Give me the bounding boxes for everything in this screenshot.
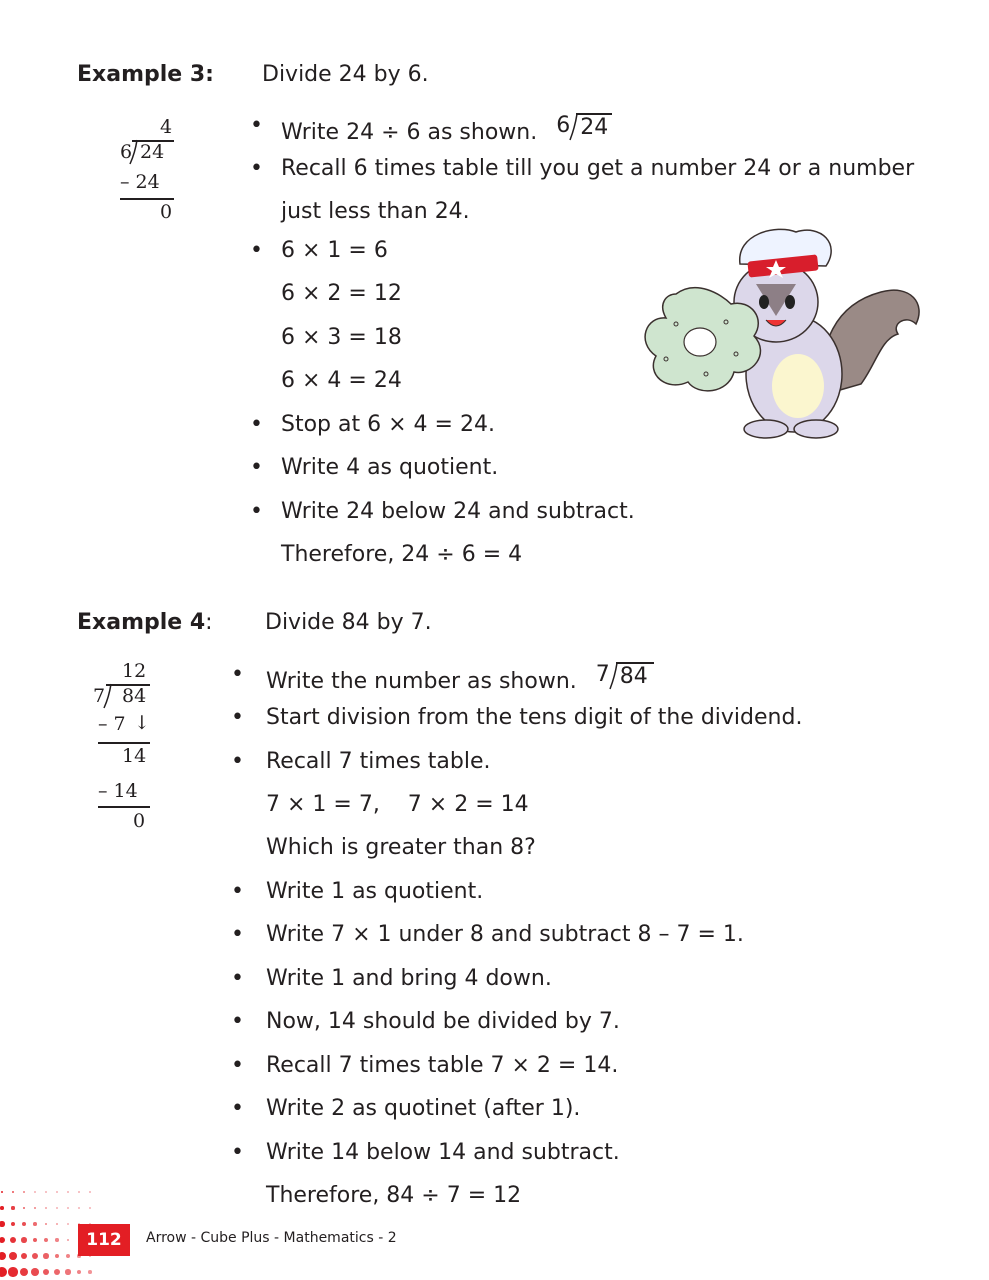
footer-dot bbox=[11, 1222, 16, 1227]
footer-dot bbox=[0, 1237, 5, 1244]
bullet-dot: • bbox=[231, 922, 244, 947]
footer-dot bbox=[54, 1269, 60, 1275]
ex3-inline-bracket bbox=[569, 113, 579, 141]
example-3-task: Divide 24 by 6. bbox=[262, 62, 429, 87]
ex3-step-1 bbox=[281, 113, 616, 145]
bullet-dot: • bbox=[250, 412, 263, 437]
ld4-quotient: 12 bbox=[122, 660, 147, 682]
footer-dot bbox=[11, 1206, 14, 1209]
ex3-step-4: Stop at 6 × 4 = 24. bbox=[281, 412, 495, 437]
footer-dot bbox=[34, 1191, 36, 1193]
book-title: Arrow - Cube Plus - Mathematics - 2 bbox=[146, 1230, 397, 1246]
ex4-step-1 bbox=[266, 662, 658, 694]
bullet-dot: • bbox=[250, 113, 263, 138]
footer-dot bbox=[43, 1253, 48, 1258]
ld4-mid: 14 bbox=[122, 745, 147, 767]
ld3-remainder: 0 bbox=[160, 201, 173, 223]
footer-dot bbox=[67, 1223, 69, 1225]
footer-dot bbox=[9, 1252, 17, 1260]
footer-dot bbox=[78, 1191, 80, 1193]
ex3-inline-division bbox=[556, 113, 616, 139]
ex3-step-1-text: Write 24 ÷ 6 as shown. bbox=[281, 120, 538, 145]
ex3-step-2: Recall 6 times table till you get a number 24 or a number bbox=[281, 156, 915, 181]
ex4-conclusion: Therefore, 84 ÷ 7 = 12 bbox=[266, 1183, 522, 1208]
footer-dot bbox=[44, 1238, 48, 1242]
ex3-inline-dividend: 24 bbox=[580, 115, 609, 140]
footer-dot bbox=[56, 1223, 58, 1225]
ex3-step-5: Write 4 as quotient. bbox=[281, 455, 499, 480]
example-4-task: Divide 84 by 7. bbox=[265, 610, 432, 635]
footer-dot bbox=[45, 1191, 47, 1193]
bullet-dot: • bbox=[250, 455, 263, 480]
footer-dot bbox=[22, 1222, 26, 1226]
footer-dot bbox=[45, 1207, 47, 1209]
footer-dot bbox=[23, 1207, 26, 1210]
bullet-dot: • bbox=[250, 499, 263, 524]
ld4-sub1: – 7 bbox=[98, 713, 126, 735]
ex4-step-2: Start division from the tens digit of the dividend. bbox=[266, 705, 803, 730]
bullet-dot: • bbox=[250, 238, 263, 263]
footer-dot bbox=[0, 1252, 6, 1260]
ld4-divisor: 7 bbox=[93, 685, 106, 707]
bullet-dot: • bbox=[231, 1009, 244, 1034]
ex4-step-9: Write 2 as quotinet (after 1). bbox=[266, 1096, 581, 1121]
footer-dot bbox=[0, 1221, 5, 1226]
ex3-table-line-3: 6 × 3 = 18 bbox=[281, 325, 402, 350]
footer-dot bbox=[77, 1270, 81, 1274]
bullet-dot: • bbox=[231, 1140, 244, 1165]
ld4-remainder: 0 bbox=[133, 810, 146, 832]
ld3-subtract: – 24 bbox=[120, 171, 160, 193]
footer-dot bbox=[20, 1268, 28, 1276]
ex4-step-3-cont2: Which is greater than 8? bbox=[266, 835, 536, 860]
ex3-conclusion: Therefore, 24 ÷ 6 = 4 bbox=[281, 542, 523, 567]
ex4-inline-dividend: 84 bbox=[619, 664, 648, 689]
example-4-label bbox=[77, 610, 213, 635]
footer-dot bbox=[67, 1239, 70, 1242]
footer-dot bbox=[67, 1191, 69, 1193]
footer-dot bbox=[0, 1267, 7, 1277]
down-arrow-icon: ↓ bbox=[134, 712, 150, 734]
footer-dot bbox=[10, 1237, 16, 1243]
ex3-table-line-4: 6 × 4 = 24 bbox=[281, 368, 402, 393]
example-3-label: Example 3: bbox=[77, 62, 214, 87]
ex3-step-6: Write 24 below 24 and subtract. bbox=[281, 499, 635, 524]
example-4-label-colon: : bbox=[205, 610, 213, 635]
footer-dot bbox=[21, 1253, 28, 1260]
bullet-dot: • bbox=[231, 966, 244, 991]
footer-dot bbox=[89, 1191, 91, 1193]
footer-dot bbox=[66, 1254, 70, 1258]
ex3-step-2-cont: just less than 24. bbox=[281, 199, 470, 224]
ex4-step-10: Write 14 below 14 and subtract. bbox=[266, 1140, 620, 1165]
bullet-dot: • bbox=[231, 879, 244, 904]
footer-dot bbox=[88, 1270, 92, 1274]
footer-dot bbox=[8, 1267, 17, 1276]
bullet-dot: • bbox=[250, 156, 263, 181]
page-number: 112 bbox=[78, 1224, 130, 1256]
footer-dot bbox=[1, 1191, 3, 1193]
footer-dot bbox=[31, 1268, 39, 1276]
bullet-dot: • bbox=[231, 662, 244, 687]
ld4-dividend: 84 bbox=[122, 685, 147, 707]
footer-dot bbox=[0, 1206, 4, 1210]
squirrel-illustration bbox=[636, 224, 926, 442]
ex4-step-6: Write 1 and bring 4 down. bbox=[266, 966, 552, 991]
ex4-step-1-text: Write the number as shown. bbox=[266, 669, 577, 694]
ex4-step-8: Recall 7 times table 7 × 2 = 14. bbox=[266, 1053, 619, 1078]
footer-dot bbox=[55, 1238, 58, 1241]
ex4-step-7: Now, 14 should be divided by 7. bbox=[266, 1009, 620, 1034]
ex4-inline-division bbox=[596, 662, 658, 688]
footer-dot bbox=[89, 1207, 91, 1209]
ld3-quotient: 4 bbox=[160, 116, 173, 138]
footer-dot bbox=[67, 1207, 69, 1209]
ld3-divisor: 6 bbox=[120, 141, 133, 163]
footer-dot bbox=[23, 1191, 25, 1193]
footer-dot bbox=[55, 1254, 60, 1259]
ex4-step-5: Write 7 × 1 under 8 and subtract 8 – 7 = 1. bbox=[266, 922, 744, 947]
ex3-table-line-1: 6 × 1 = 6 bbox=[281, 238, 388, 263]
ex3-inline-divisor: 6 bbox=[556, 113, 571, 138]
ex4-inline-bracket bbox=[609, 662, 619, 690]
footer-dot bbox=[33, 1222, 37, 1226]
footer-dot bbox=[45, 1223, 48, 1226]
ld3-bracket bbox=[129, 139, 139, 165]
footer-dot bbox=[32, 1253, 38, 1259]
ex4-step-3-cont1: 7 × 1 = 7, 7 × 2 = 14 bbox=[266, 792, 529, 817]
ld4-rule-2 bbox=[98, 806, 150, 808]
bullet-dot: • bbox=[231, 1053, 244, 1078]
footer-dot bbox=[56, 1191, 58, 1193]
ex4-inline-divisor: 7 bbox=[595, 662, 610, 687]
example-4-label-text: Example 4 bbox=[77, 610, 206, 635]
footer-dot bbox=[78, 1207, 80, 1209]
footer-dot bbox=[33, 1238, 38, 1243]
footer-dot bbox=[56, 1207, 58, 1209]
ex4-step-3: Recall 7 times table. bbox=[266, 749, 491, 774]
footer-dot bbox=[21, 1237, 26, 1242]
ld3-dividend: 24 bbox=[140, 141, 165, 163]
ld4-sub2: – 14 bbox=[98, 780, 138, 802]
ld4-rule-1 bbox=[98, 742, 150, 744]
footer-dot bbox=[43, 1269, 50, 1276]
footer-dot bbox=[12, 1191, 14, 1193]
footer-dot bbox=[65, 1269, 70, 1274]
bullet-dot: • bbox=[231, 749, 244, 774]
bullet-dot: • bbox=[231, 1096, 244, 1121]
ld4-bracket bbox=[103, 683, 113, 709]
ex4-step-4: Write 1 as quotient. bbox=[266, 879, 484, 904]
bullet-dot: • bbox=[231, 705, 244, 730]
ld3-rule bbox=[120, 198, 174, 200]
footer-dot bbox=[34, 1207, 37, 1210]
ex3-table-line-2: 6 × 2 = 12 bbox=[281, 281, 402, 306]
